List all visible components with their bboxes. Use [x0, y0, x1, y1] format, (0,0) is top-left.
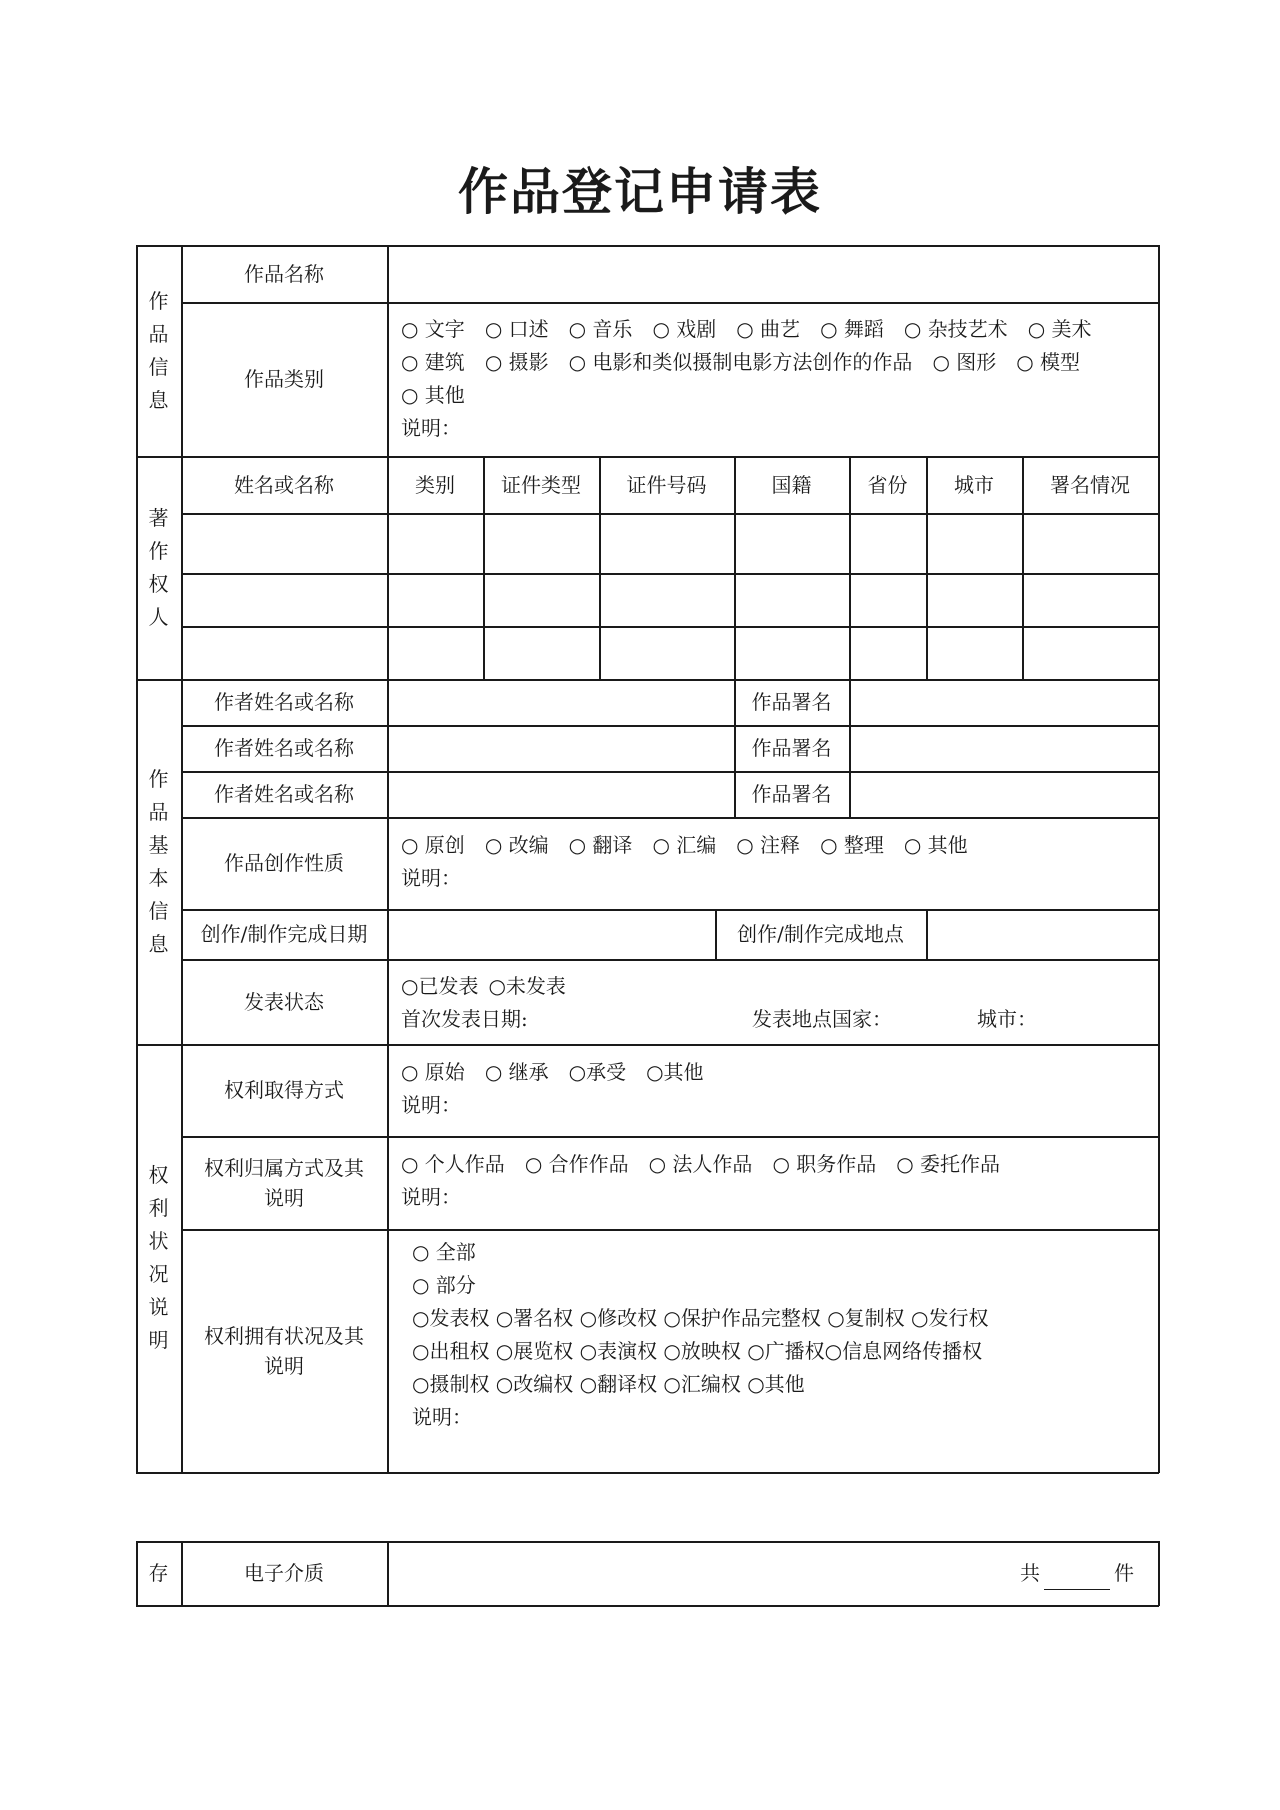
option[interactable]: ○ 合作作品	[524, 1152, 629, 1176]
option[interactable]: ○ 翻译	[568, 833, 633, 857]
holding-all[interactable]: ○ 全部	[412, 1240, 476, 1264]
nature-label: 作品创作性质	[224, 851, 344, 875]
acquire-label: 权利取得方式	[224, 1078, 344, 1102]
date-label: 创作/制作完成日期	[200, 922, 368, 946]
page-title: 作品登记申请表	[458, 162, 822, 221]
option[interactable]: ○ 职务作品	[772, 1152, 877, 1176]
section-basic: 作 品 基 本 信 息	[148, 766, 169, 956]
holding-part[interactable]: ○ 部分	[412, 1273, 476, 1297]
nature-options[interactable]	[401, 829, 968, 862]
section-rights: 权 利 状 况 说 明	[148, 1163, 169, 1352]
work-type-row-1[interactable]	[401, 313, 1092, 346]
holding-rights-row-1[interactable]: ○发表权 ○署名权 ○修改权 ○保护作品完整权 ○复制权 ○发行权	[412, 1306, 989, 1330]
option[interactable]: ○承受	[568, 1060, 627, 1084]
option[interactable]: ○ 其他	[903, 833, 968, 857]
option[interactable]: ○ 口述	[484, 317, 549, 341]
option[interactable]: ○ 注释	[736, 833, 801, 857]
section-owner: 著 作 权 人	[148, 505, 169, 629]
ownership-options[interactable]	[401, 1148, 1000, 1181]
section-work-info: 作 品 信 息	[148, 288, 169, 412]
option[interactable]: ○ 个人作品	[401, 1152, 505, 1176]
option[interactable]: ○ 美术	[1027, 317, 1092, 341]
acquire-options[interactable]	[401, 1056, 704, 1089]
option[interactable]: ○ 改编	[484, 833, 549, 857]
storage-count	[1020, 1557, 1134, 1590]
work-name-label: 作品名称	[244, 261, 324, 286]
option[interactable]: ○未发表	[488, 974, 566, 998]
option[interactable]: ○ 文字	[401, 317, 465, 341]
holding-rights-row-3[interactable]: ○摄制权 ○改编权 ○翻译权 ○汇编权 ○其他	[412, 1372, 805, 1396]
option[interactable]: ○ 汇编	[652, 833, 717, 857]
work-type-note: 说明：	[401, 416, 461, 440]
option[interactable]: ○ 法人作品	[648, 1152, 753, 1176]
publish-country: 发表地点国家：	[752, 1007, 892, 1031]
ownership-note: 说明：	[401, 1185, 461, 1209]
place-label: 创作/制作完成地点	[737, 922, 904, 946]
work-type-row-2[interactable]	[401, 346, 1080, 379]
option[interactable]: ○ 曲艺	[736, 317, 801, 341]
holding-note: 说明：	[412, 1405, 472, 1429]
option[interactable]: ○ 继承	[484, 1060, 549, 1084]
work-name-field[interactable]	[387, 245, 1158, 302]
option[interactable]: ○ 建筑	[401, 350, 465, 374]
option[interactable]: ○ 舞蹈	[820, 317, 884, 341]
storage-total-label: 共	[1020, 1561, 1040, 1585]
owner-header-signature: 署名情况	[1050, 472, 1130, 497]
option[interactable]: ○其他	[646, 1060, 704, 1084]
nature-note: 说明：	[401, 866, 461, 890]
storage-unit-label: 件	[1114, 1561, 1134, 1585]
acquire-note: 说明：	[401, 1093, 461, 1117]
author-label-2: 作者姓名或名称	[214, 736, 354, 760]
option[interactable]: ○ 原始	[401, 1060, 465, 1084]
owner-header-category: 类别	[415, 472, 455, 497]
publish-city: 城市：	[977, 1007, 1037, 1031]
work-type-row-3[interactable]: ○ 其他	[401, 383, 465, 407]
first-publish-date: 首次发表日期:	[401, 1007, 528, 1031]
option[interactable]: ○ 模型	[1016, 350, 1081, 374]
publish-label: 发表状态	[244, 989, 324, 1014]
option[interactable]: ○ 整理	[820, 833, 884, 857]
option[interactable]: ○已发表	[401, 974, 479, 998]
publish-options[interactable]	[401, 970, 566, 1003]
option[interactable]: ○ 委托作品	[896, 1152, 1001, 1176]
author-label-1: 作者姓名或名称	[214, 690, 354, 714]
storage-media-label: 电子介质	[244, 1561, 324, 1585]
signature-label-2: 作品署名	[751, 736, 832, 760]
signature-label-3: 作品署名	[751, 782, 832, 806]
holding-rights-row-2[interactable]: ○出租权 ○展览权 ○表演权 ○放映权 ○广播权○信息网络传播权	[412, 1339, 983, 1363]
option[interactable]: ○ 戏剧	[652, 317, 717, 341]
option[interactable]: ○ 杂技艺术	[903, 317, 1008, 341]
storage-section: 存	[148, 1561, 169, 1585]
option[interactable]: ○ 电影和类似摄制电影方法创作的作品	[568, 350, 913, 374]
ownership-label: 权利归属方式及其 说明	[204, 1155, 364, 1210]
owner-header-id-type: 证件类型	[501, 472, 581, 497]
holding-label: 权利拥有状况及其 说明	[204, 1323, 364, 1378]
option[interactable]: ○ 音乐	[568, 317, 633, 341]
owner-header-city: 城市	[954, 472, 994, 497]
owner-header-nationality: 国籍	[771, 472, 812, 497]
option[interactable]: ○ 图形	[932, 350, 997, 374]
owner-header-province: 省份	[867, 472, 908, 497]
owner-header-id-number: 证件号码	[626, 472, 707, 497]
signature-label-1: 作品署名	[751, 690, 832, 714]
owner-header-name: 姓名或名称	[234, 472, 334, 497]
option[interactable]: ○ 原创	[401, 833, 465, 857]
work-type-label: 作品类别	[244, 367, 324, 391]
author-label-3: 作者姓名或名称	[214, 782, 354, 806]
option[interactable]: ○ 摄影	[484, 350, 549, 374]
storage-count-blank[interactable]	[1044, 1569, 1110, 1590]
